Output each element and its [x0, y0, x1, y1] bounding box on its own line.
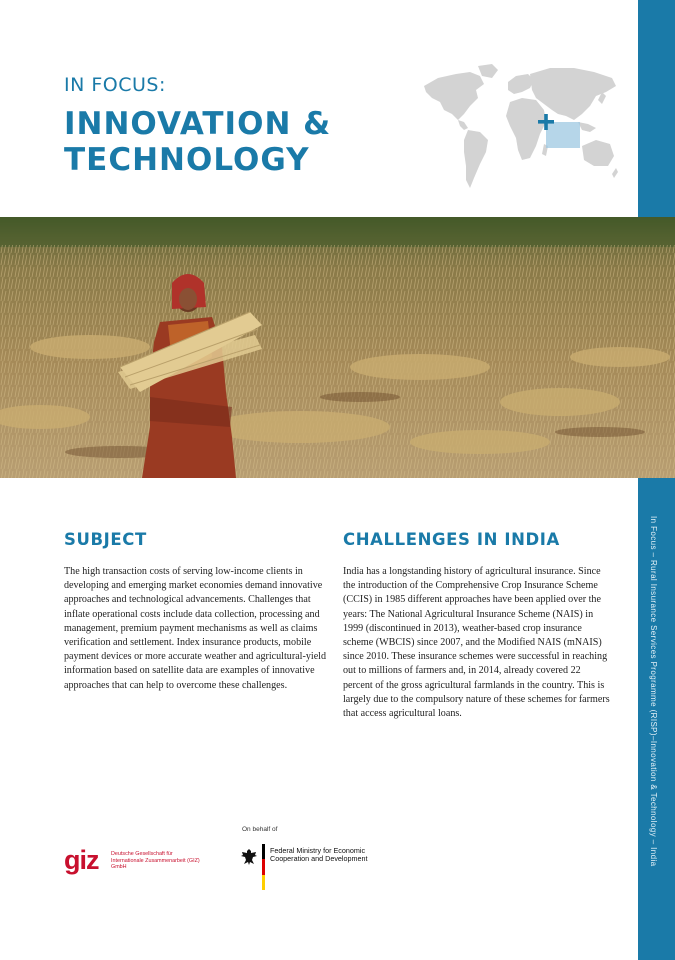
- subject-body: [64, 565, 329, 693]
- giz-name: Deutsche Gesellschaft für Internationale Zusammenarbeit (GIZ) GmbH: [111, 851, 200, 871]
- challenges-body: [343, 565, 611, 721]
- page-title: INNOVATION & TECHNOLOGY: [64, 106, 332, 178]
- german-flag-bar: [262, 844, 265, 890]
- bmz-name: Federal Ministry for Economic Cooperation and Development: [270, 846, 368, 864]
- on-behalf-label: On behalf of: [242, 826, 278, 833]
- subject-heading: SUBJECT: [64, 530, 147, 549]
- sidebar-vertical-title: In Focus – Rural Insurance Services Programme (RISP)–Innovation & Technology – India: [649, 516, 658, 867]
- hero-photo: [0, 217, 675, 478]
- kicker: IN FOCUS:: [64, 74, 166, 96]
- subject-paragraph: The high transaction costs of serving low-income clients in developing and emerging market economies demand innovative approaches and technological advancements. Challenges that inflate operational costs include data collection, processing and management, premium payment mechanisms as well as claims verification and settlement. Index insurance products, mobile payment devices or more accurate weather and agricultural-yield information based on satellite data are examples of innovative approaches that can help to overcome these challenges.: [64, 566, 327, 691]
- federal-eagle-icon: [240, 848, 258, 866]
- highlight-region: [546, 122, 580, 148]
- challenges-heading: CHALLENGES IN INDIA: [343, 530, 560, 549]
- world-map-icon: [418, 62, 618, 194]
- challenges-paragraph: India has a longstanding history of agricultural insurance. Since the introduction of the Comprehensive Crop Insurance Scheme (CCIS) in 1985 different approaches have been applied over the years: The National Agricultural Insurance Scheme (NAIS) in 1999 (discontinued in 2013), weather-based crop insurance scheme (WBCIS) since 2007, and the Modified NAIS (mNAIS) since 2010. These insurance schemes were successful in reaching out to millions of farmers and, in 2014, already covered 22 percent of the gross agricultural farmlands in the country. This is largely due to the compulsory nature of these schemes for farmers that access agricultural loans.: [343, 566, 610, 720]
- giz-wordmark: giz: [64, 845, 99, 875]
